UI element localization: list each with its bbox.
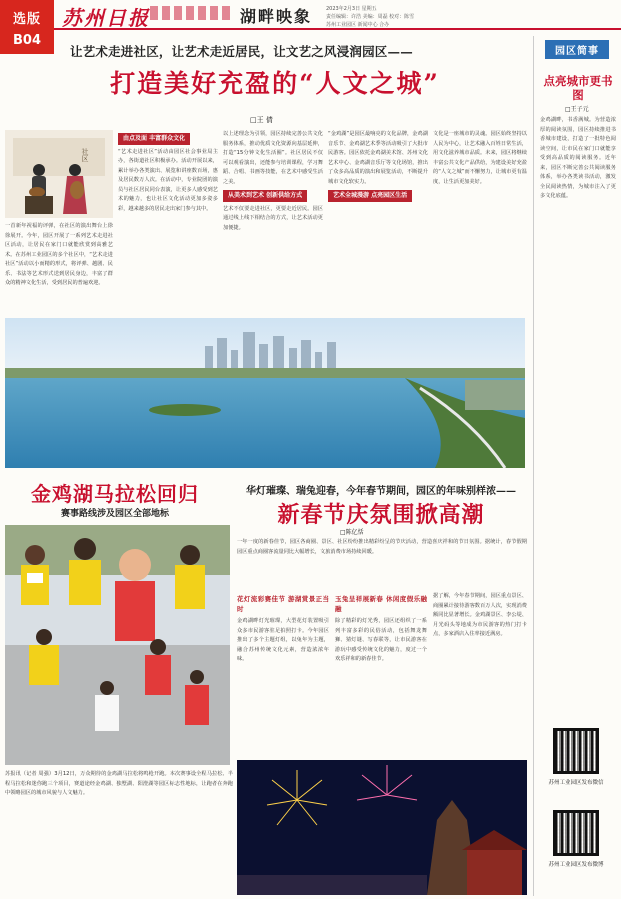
main-subhead-2: 从美术到艺术 创新供给方式 <box>223 190 307 202</box>
main-text-col2-body: “艺术走进社区”活动由园区社会事业局主办，各街道社区积极承办。活动开展以来，累计举办各类演出、展览和讲座数百场，惠及居民数万人次。在活动中，专业院团的演员与社区居民同台表演，让更多人感受到艺术的魅力，也让社区文化活动更加多姿多彩，越来越多的居民走出家门参与其中。 <box>118 148 218 212</box>
main-byline: □王 倩 <box>250 116 273 124</box>
meta-line: 2023年2月3日 星期五 <box>326 6 377 12</box>
fireworks-photo <box>237 760 527 895</box>
spring-col2 <box>335 592 427 757</box>
svg-text:社区: 社区 <box>81 148 89 162</box>
page-code: B04 <box>13 33 41 48</box>
logo-ribbon <box>150 6 230 20</box>
main-text-col3 <box>223 130 323 315</box>
paper-logo: 苏州日报 <box>62 6 150 30</box>
main-text-col2 <box>118 130 218 315</box>
main-text-col4 <box>328 130 428 315</box>
marathon-subheadline: 赛事路线涉及园区全部地标 <box>60 509 169 519</box>
spring-lead: 一年一度的新春佳节，园区各商圈、景区、社区纷纷推出精彩纷呈的节庆活动，营造喜庆祥和的节日氛围。据统计，春节假期园区重点商圈客流量同比大幅增长，文旅消费市场持续回暖。 <box>237 539 527 555</box>
spring-kicker: 华灯璀璨、瑞兔迎春，今年春节期间，园区的年味别样浓—— <box>246 486 516 497</box>
main-text-col4-body: “金鸡湖”是园区最响亮的文化品牌，金鸡湖音乐节、金鸡湖艺术季等活动吸引了大批市民游客。园区依托金鸡湖美术馆、苏州文化艺术中心、金鸡湖音乐厅等文化场馆，推出了众多高品质的演出和展览活动，不断提升城市文化软实力。 <box>328 131 428 185</box>
spring-subhead-2: 玉兔呈祥展新春 休闲度假乐融融 <box>335 595 427 613</box>
masthead <box>0 0 621 30</box>
spring-col2-body: 除了精彩的灯光秀，园区还组织了一系列丰富多彩的民俗活动，包括舞龙舞狮、猜灯谜、写春联等，让市民游客在游玩中感受传统文化的魅力，度过一个欢乐祥和的新春佳节。 <box>335 618 427 662</box>
main-headline: 打造美好充盈的“人文之城” <box>110 69 440 98</box>
qr-label-2: 苏州工业园区发布微博 <box>548 862 604 868</box>
corner-label: 选版 <box>12 12 41 27</box>
main-text-col3-body2: 艺术不仅要走进社区，更要走近居民。园区通过线上线下相结合的方式，让艺术活动更加便捷。 <box>223 205 323 231</box>
sidebar-title: 点亮城市更书图 <box>543 74 613 102</box>
marathon-headline: 金鸡湖马拉松回归 <box>31 482 199 506</box>
page-corner-badge <box>0 0 54 54</box>
main-subhead-3: 艺术全城漫游 点亮园区生活 <box>328 190 412 202</box>
meta-line: 责任编辑：许浩 美编：周磊 校对：陈雪 <box>326 14 415 20</box>
marathon-photo <box>5 525 230 765</box>
sidebar-tag: 园区简事 <box>545 40 609 59</box>
qr-code-icon <box>553 810 599 856</box>
spring-headline: 新春节庆氛围掀高潮 <box>277 502 485 528</box>
masthead-meta <box>326 5 526 29</box>
marathon-text: 苏报讯（记者 周强）3月12日，万众期待的金鸡湖马拉松将鸣枪开跑。本次赛事设全程马拉松、半程马拉松和迷你跑三个项目，赛道途经金鸡湖、独墅湖、阳澄湖等园区标志性地标，让跑者在奔跑中领略园区的城市风貌与人文魅力。 <box>5 771 233 796</box>
qr-label-1: 苏州工业园区发布微信 <box>548 780 604 786</box>
musicians-photo <box>5 130 113 218</box>
main-text-col5: 文化是一座城市的灵魂。园区始终坚持以人民为中心，让艺术融入百姓日常生活，用文化滋养城市品质。未来，园区将继续丰富公共文化产品供给，为建设美好充盈的“人文之城”而不懈努力，让城市更有温度，让生活更加美好。 <box>433 131 527 185</box>
spring-col1 <box>237 592 329 757</box>
main-kicker: 让艺术走进社区，让艺术走近居民，让文艺之风浸润园区—— <box>70 44 413 59</box>
spring-col1-body: 金鸡湖畔灯光璀璨，大型花灯装置吸引众多市民游客驻足拍照打卡。今年园区推出了多个主题灯组，以兔年为主题，融合苏州传统文化元素，营造浓浓年味。 <box>237 618 329 662</box>
lake-aerial-photo <box>5 318 525 468</box>
main-text-col1: 一首新年祝福的评弹，在社区的演出舞台上徐徐展开。今年，园区开展了一系列艺术走进社区活动，让居民在家门口就能欣赏到高雅艺术。在苏州工业园区的多个社区中，“艺术走进社区”活动以小而精的形式，将评弹、越剧、民乐、书法等艺术形式送到居民身边，丰富了群众的精神文化生活，受到居民的普遍欢迎。 <box>5 223 113 286</box>
sidebar-byline: □王子元 <box>565 106 589 113</box>
spring-byline: □陈亿恬 <box>340 529 364 536</box>
main-text-col3-body: 以上述理念为引领，园区持续完善公共文化服务体系，推动优质文化资源向基层延伸，打造“15分钟文化生活圈”。社区居民不仅可以观看演出，还能参与培训课程，学习舞蹈、合唱、书画等技能，在艺术中感受生活之美。 <box>223 131 323 185</box>
section-name: 湖畔映象 <box>240 7 313 26</box>
sidebar-text: 金鸡湖畔，书香满城。为营造浓厚的阅读氛围，园区持续推进书香城市建设，打造了一批特色阅读空间，让市民在家门口就能享受到高品质的阅读服务。近年来，园区不断完善公共阅读服务体系，举办各类读书活动，激发全民阅读热情，为城市注入了更多文化底蕴。 <box>540 117 616 199</box>
qr-code-icon <box>553 728 599 774</box>
meta-line: 苏州工业园区 新闻中心 合办 <box>326 22 390 28</box>
spring-subhead-1: 花灯流彩赛佳节 游湖赏景正当时 <box>237 595 329 613</box>
main-subhead-1: 由点及面 丰富群众文化 <box>118 133 190 145</box>
spring-col3: 据了解，今年春节期间，园区重点景区、商圈累计接待游客数百万人次，实现消费额同比显著增长。金鸡湖景区、李公堤、月光码头等地成为市民游客的热门打卡点，多家酒店入住率接近满房。 <box>433 593 527 637</box>
